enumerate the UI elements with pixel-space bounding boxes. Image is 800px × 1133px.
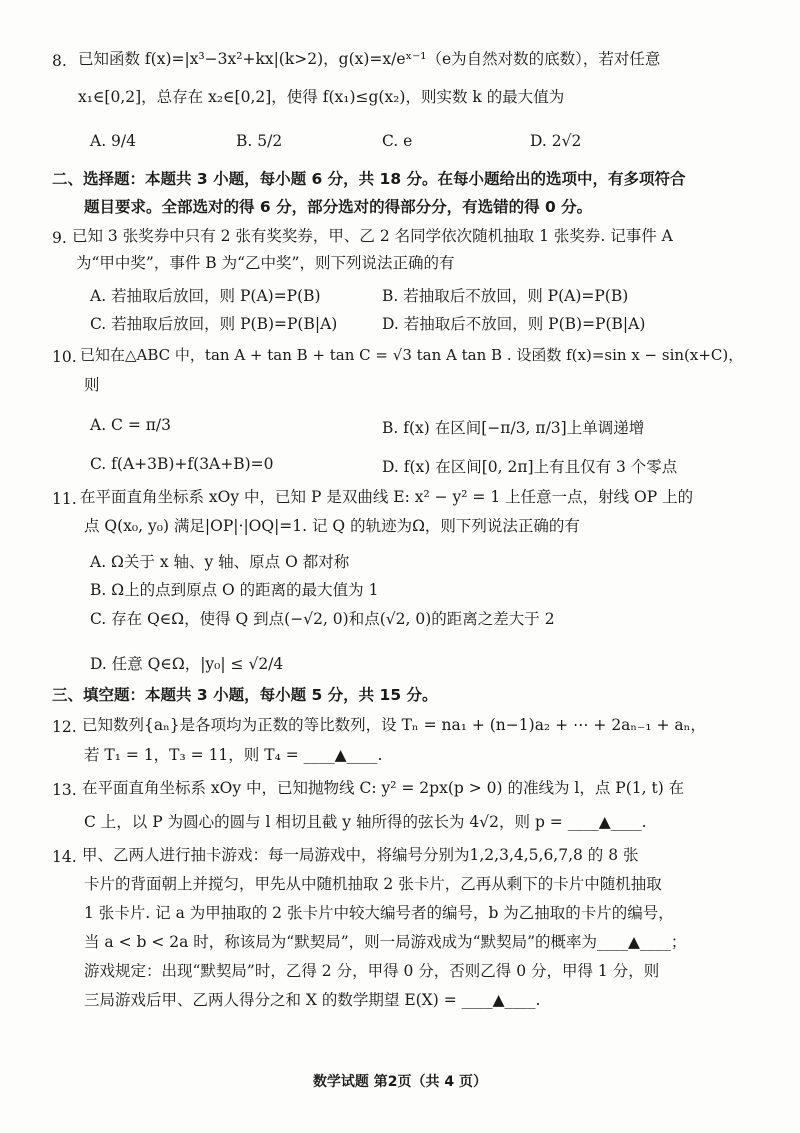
q12-number: 12. xyxy=(52,718,77,736)
q14-number: 14. xyxy=(52,848,77,866)
q9-option-b: B. 若抽取后不放回，则 P(A)=P(B) xyxy=(382,287,629,305)
q11-number: 11. xyxy=(52,490,77,508)
q13-line2: C 上，以 P 为圆心的圆与 l 相切且截 y 轴所得的弦长为 4√2，则 p = ____▲____. xyxy=(84,813,647,831)
q10-option-b: B. f(x) 在区间[−π/3, π/3]上单调递增 xyxy=(382,419,645,437)
q11-option-d: D. 任意 Q∈Ω，|y₀| ≤ √2/4 xyxy=(90,655,284,673)
q10-line1: 已知在△ABC 中，tan A + tan B + tan C = √3 tan A tan B . 设函数 f(x)=sin x − sin(x+C)， xyxy=(80,346,744,364)
q11-line1: 在平面直角坐标系 xOy 中，已知 P 是双曲线 E: x² − y² = 1 上任意一点，射线 OP 上的 xyxy=(80,488,694,506)
q14-line5: 游戏规定：出现“默契局”时，乙得 2 分，甲得 0 分，否则乙得 0 分，甲得 1 分，则 xyxy=(84,962,660,980)
q14-line1: 甲、乙两人进行抽卡游戏：每一局游戏中，将编号分别为1,2,3,4,5,6,7,8 的 8 张 xyxy=(82,846,639,864)
q11-line2: 点 Q(x₀, y₀) 满足|OP|·|OQ|=1. 记 Q 的轨迹为Ω，则下列说法正确的有 xyxy=(84,517,580,535)
q14-line3: 1 张卡片. 记 a 为甲抽取的 2 张卡片中较大编号者的编号，b 为乙抽取的卡片的编号， xyxy=(84,904,674,922)
section3-heading: 三、填空题：本题共 3 小题，每小题 5 分，共 15 分。 xyxy=(52,686,438,704)
q8-option-b: B. 5/2 xyxy=(236,132,283,150)
q9-option-a: A. 若抽取后放回，则 P(A)=P(B) xyxy=(90,287,321,305)
q11-option-b: B. Ω上的点到原点 O 的距离的最大值为 1 xyxy=(90,581,379,599)
q12-line2: 若 T₁ = 1，T₃ = 11，则 T₄ = ____▲____. xyxy=(84,746,383,764)
q10-option-c: C. f(A+3B)+f(3A+B)=0 xyxy=(90,455,274,473)
q14-line6: 三局游戏后甲、乙两人得分之和 X 的数学期望 E(X) = ____▲____. xyxy=(84,991,541,1009)
q12-line1: 已知数列{aₙ}是各项均为正数的等比数列，设 Tₙ = na₁ + (n−1)a₂ + ⋯ + 2aₙ₋₁ + aₙ， xyxy=(82,716,706,734)
q13-number: 13. xyxy=(52,781,77,799)
q8-line1: 已知函数 f(x)=|x³−3x²+kx|(k>2)，g(x)=x/eˣ⁻¹（e为自然对数的底数），若对任意 xyxy=(78,50,661,68)
q9-line2: 为“甲中奖”，事件 B 为“乙中奖”，则下列说法正确的有 xyxy=(76,254,455,272)
q10-option-d: D. f(x) 在区间[0, 2π]上有且仅有 3 个零点 xyxy=(382,458,678,476)
q14-line4: 当 a < b < 2a 时，称该局为“默契局”，则一局游戏成为“默契局”的概率为____▲____； xyxy=(84,933,687,951)
q8-option-d: D. 2√2 xyxy=(530,132,582,150)
q14-line2: 卡片的背面朝上并搅匀，甲先从中随机抽取 2 张卡片，乙再从剩下的卡片中随机抽取 xyxy=(84,875,662,893)
section2-heading-cont: 题目要求。全部选对的得 6 分，部分选对的得部分分，有选错的得 0 分。 xyxy=(84,198,593,216)
q10-line2: 则 xyxy=(84,376,100,394)
q8-line2: x₁∈[0,2]，总存在 x₂∈[0,2]，使得 f(x₁)≤g(x₂)，则实数 k 的最大值为 xyxy=(78,88,565,106)
q9-line1: 已知 3 张奖券中只有 2 张有奖奖券，甲、乙 2 名同学依次随机抽取 1 张奖券. 记事件 A xyxy=(72,227,673,245)
q9-number: 9. xyxy=(52,229,67,247)
page-footer: 数学试题 第2页（共 4 页） xyxy=(312,1074,488,1090)
q9-option-d: D. 若抽取后不放回，则 P(B)=P(B|A) xyxy=(382,315,646,333)
q8-number: 8. xyxy=(52,52,67,70)
section2-heading: 二、选择题：本题共 3 小题，每小题 6 分，共 18 分。在每小题给出的选项中，有多项符合 xyxy=(52,170,686,188)
q8-option-c: C. e xyxy=(382,132,413,150)
q9-option-c: C. 若抽取后放回，则 P(B)=P(B|A) xyxy=(90,315,338,333)
q10-number: 10. xyxy=(52,348,77,366)
q11-option-a: A. Ω关于 x 轴、y 轴、原点 O 都对称 xyxy=(90,553,350,571)
q13-line1: 在平面直角坐标系 xOy 中，已知抛物线 C: y² = 2px(p > 0) 的准线为 l，点 P(1, t) 在 xyxy=(82,779,685,797)
q11-option-c: C. 存在 Q∈Ω，使得 Q 到点(−√2, 0)和点(√2, 0)的距离之差大于 2 xyxy=(90,610,555,628)
q10-option-a: A. C = π/3 xyxy=(90,416,172,434)
q8-option-a: A. 9/4 xyxy=(90,132,136,150)
